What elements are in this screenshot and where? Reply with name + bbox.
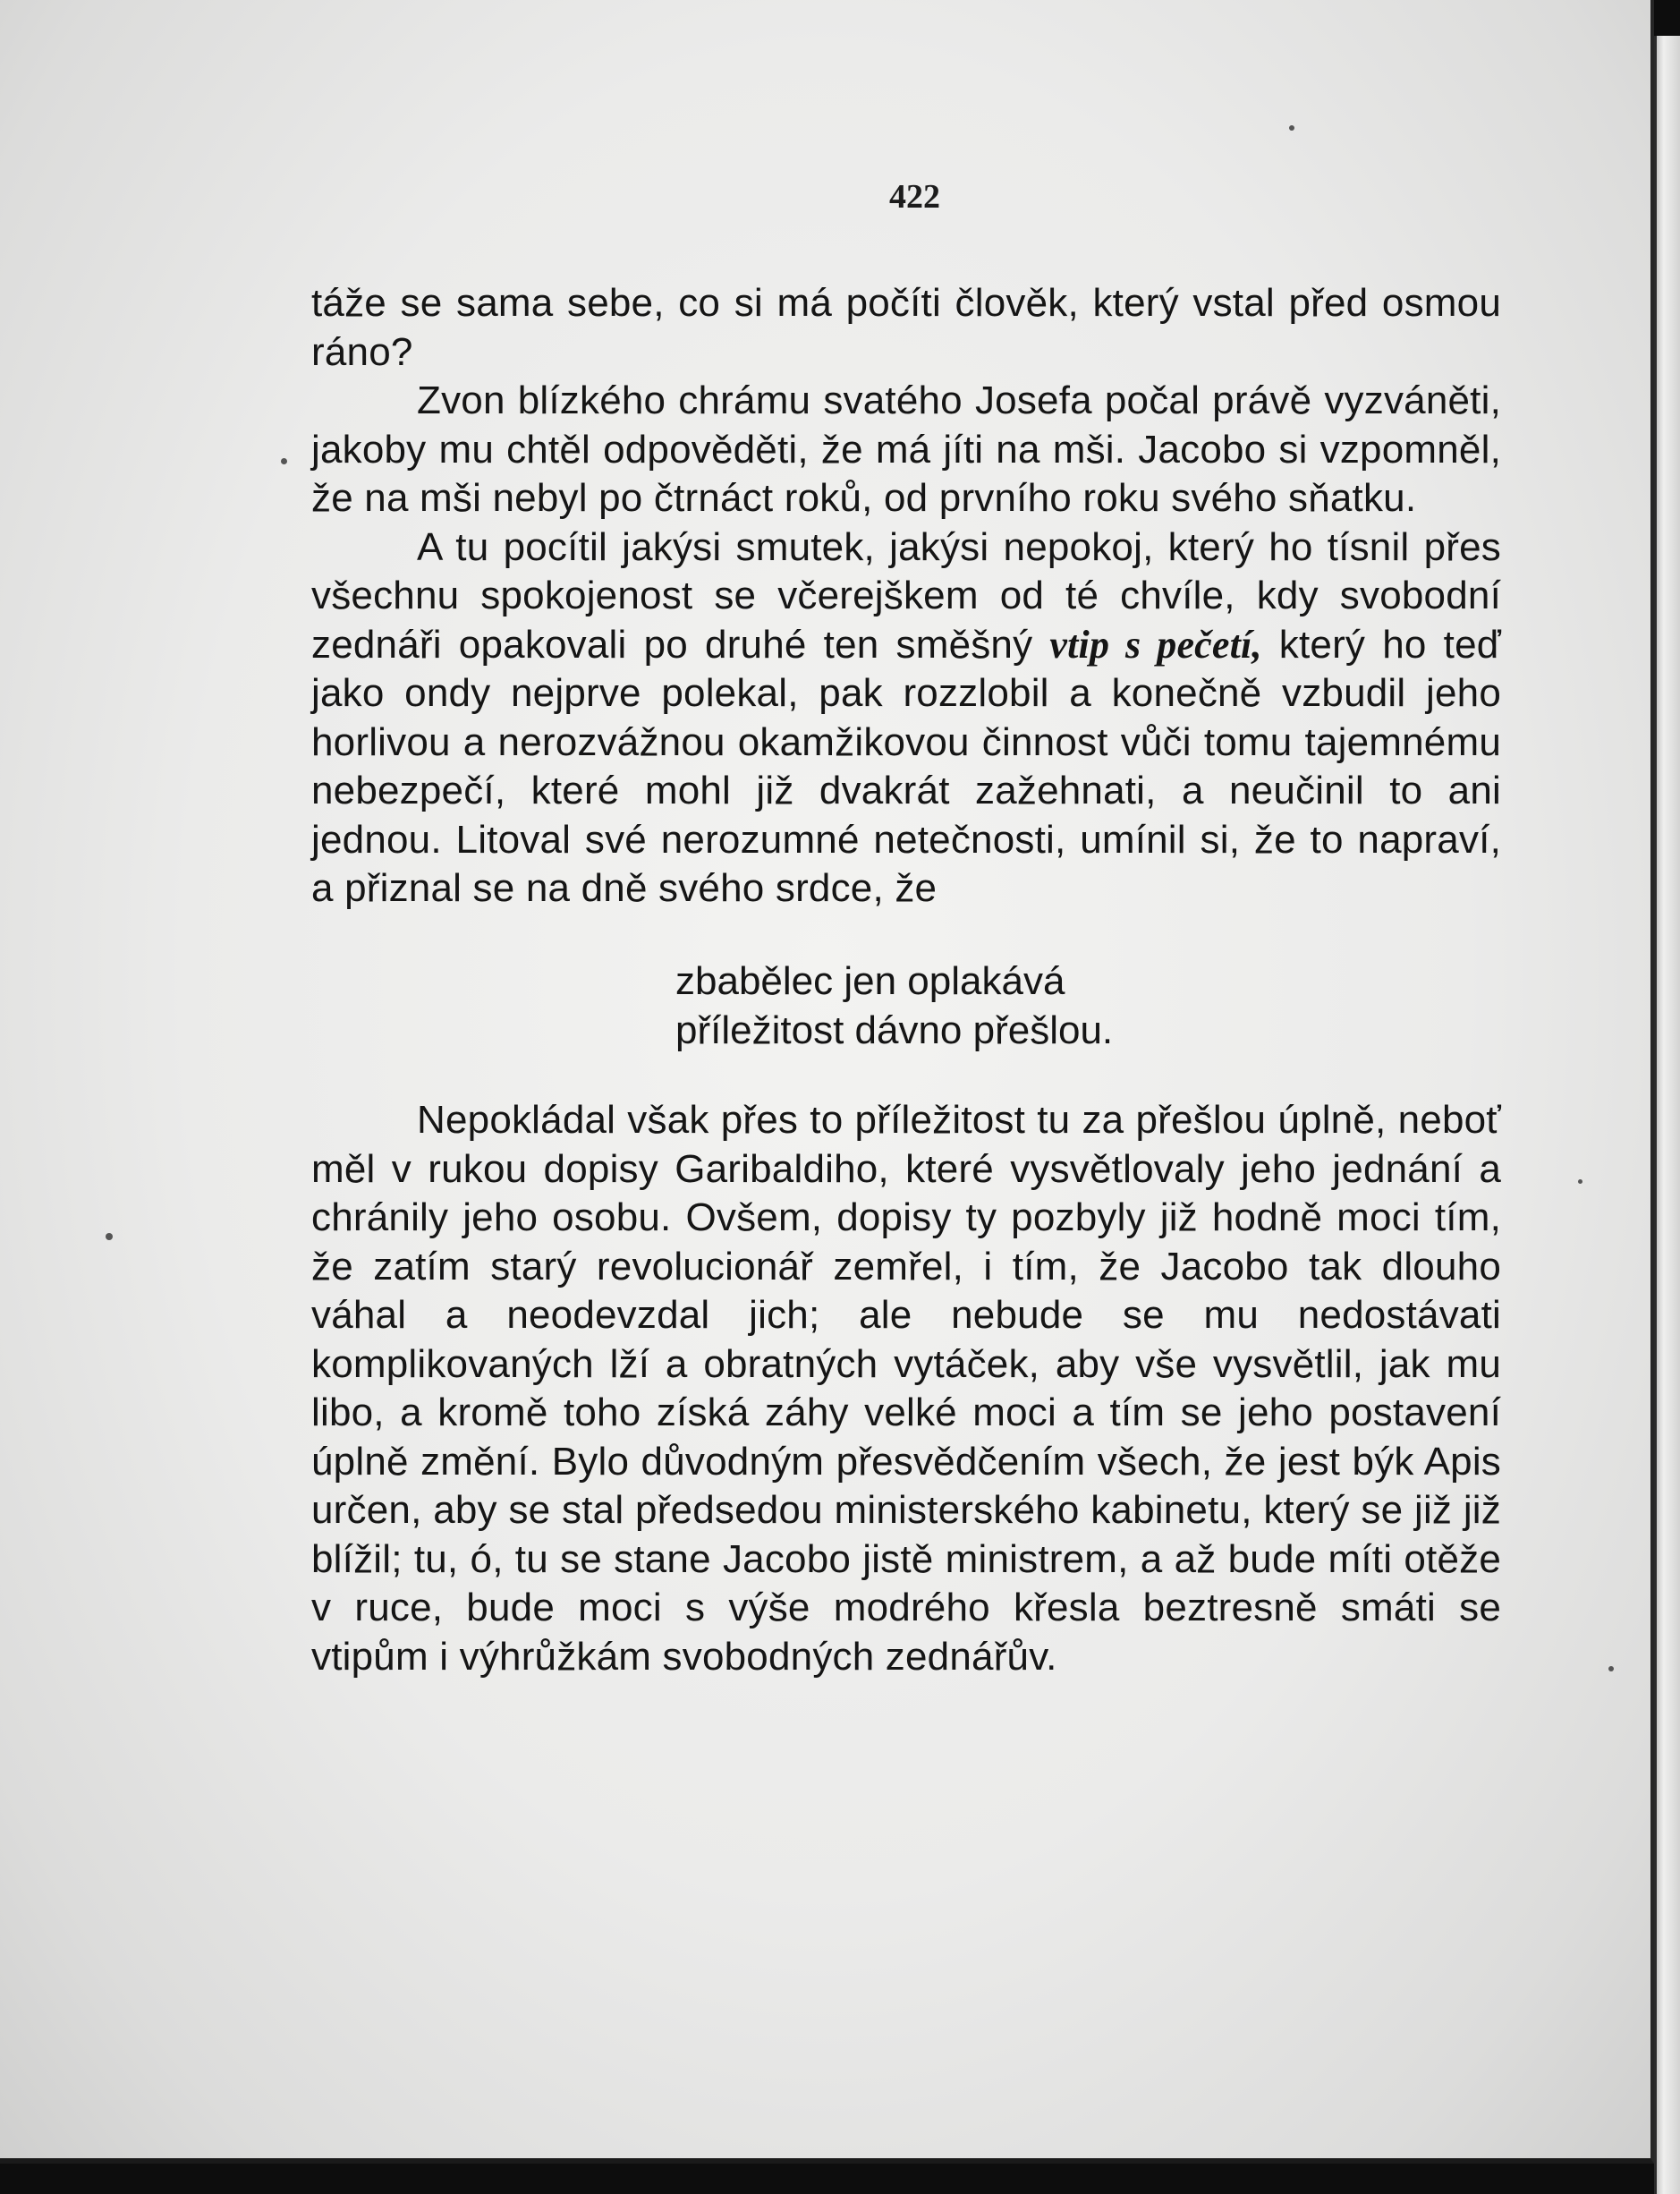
paragraph-3-before: A tu pocítil jakýsi smutek, jakýsi nepokoj, který ho tísnil přes všechnu spokojenost se včerejškem od té chvíle, kdy svobodní zednáři opakovali po druhé ten směšný: [311, 524, 1501, 667]
paragraph-3-after: který ho teď jako ondy nejprve polekal, pak rozzlobil a konečně vzbudil jeho horlivou a nerozvážnou okamžikovou činnost vůči tomu tajemnému nebezpečí, které mohl již dvakrát zažehnati, a neučinil to ani jednou. Litoval své nerozumné netečnosti, umínil si, že to napraví, a přiznal se na dně svého srdce, že: [311, 622, 1501, 910]
page-edge: [1654, 36, 1680, 2194]
scan-speck: [1608, 1666, 1614, 1671]
paragraph-3: [311, 523, 1501, 914]
page-number: 422: [889, 178, 940, 216]
scan-speck: [1578, 1179, 1582, 1184]
scan-speck: [1289, 125, 1294, 131]
verse-line-1: zbabělec jen oplakává: [675, 959, 1065, 1004]
paragraph-2: Zvon blízkého chrámu svatého Josefa počal právě vyzváněti, jakoby mu chtěl odpověděti, že má jíti na mši. Jacobo si vzpomněl, že na mši nebyl po čtrnáct roků, od prvního roku svého sňatku.: [311, 378, 1501, 520]
verse-line-2: příležitost dávno přešlou.: [675, 1008, 1114, 1052]
paragraph-4: Nepokládal však přes to příležitost tu za přešlou úplně, neboť měl v rukou dopisy Garibaldiho, které vysvětlovaly jeho jednání a chránily jeho osobu. Ovšem, dopisy ty pozbyly již hodně moci tím, že zatím starý revolucionář zemřel, i tím, že Jacobo tak dlouho váhal a neodevzdal jich; ale nebude se mu nedostávati komplikovaných lží a obratných vytáček, aby vše vysvětlil, jak mu libo, a kromě toho získá záhy velké moci a tím se jeho postavení úplně změní. Bylo důvodným přesvědčením všech, že jest býk Apis určen, aby se stal předsedou ministerského kabinetu, který se již již blížil; tu, ó, tu se stane Jacobo jistě ministrem, a až bude míti otěže v ruce, bude moci s výše modrého křesla beztresně smáti se vtipům i výhrůžkám svobodných zednářův.: [311, 1098, 1501, 1679]
text-block-bottom: [311, 1096, 1501, 1681]
text-block-top: [311, 279, 1501, 914]
paragraph-1: táže se sama sebe, co si má počíti člověk, který vstal před osmou ráno?: [311, 281, 1501, 374]
paragraph-3-italic: vtip s pečetí,: [1049, 622, 1262, 667]
scan-speck: [106, 1233, 113, 1240]
verse-quote: [675, 957, 1113, 1055]
scan-speck: [281, 458, 287, 464]
